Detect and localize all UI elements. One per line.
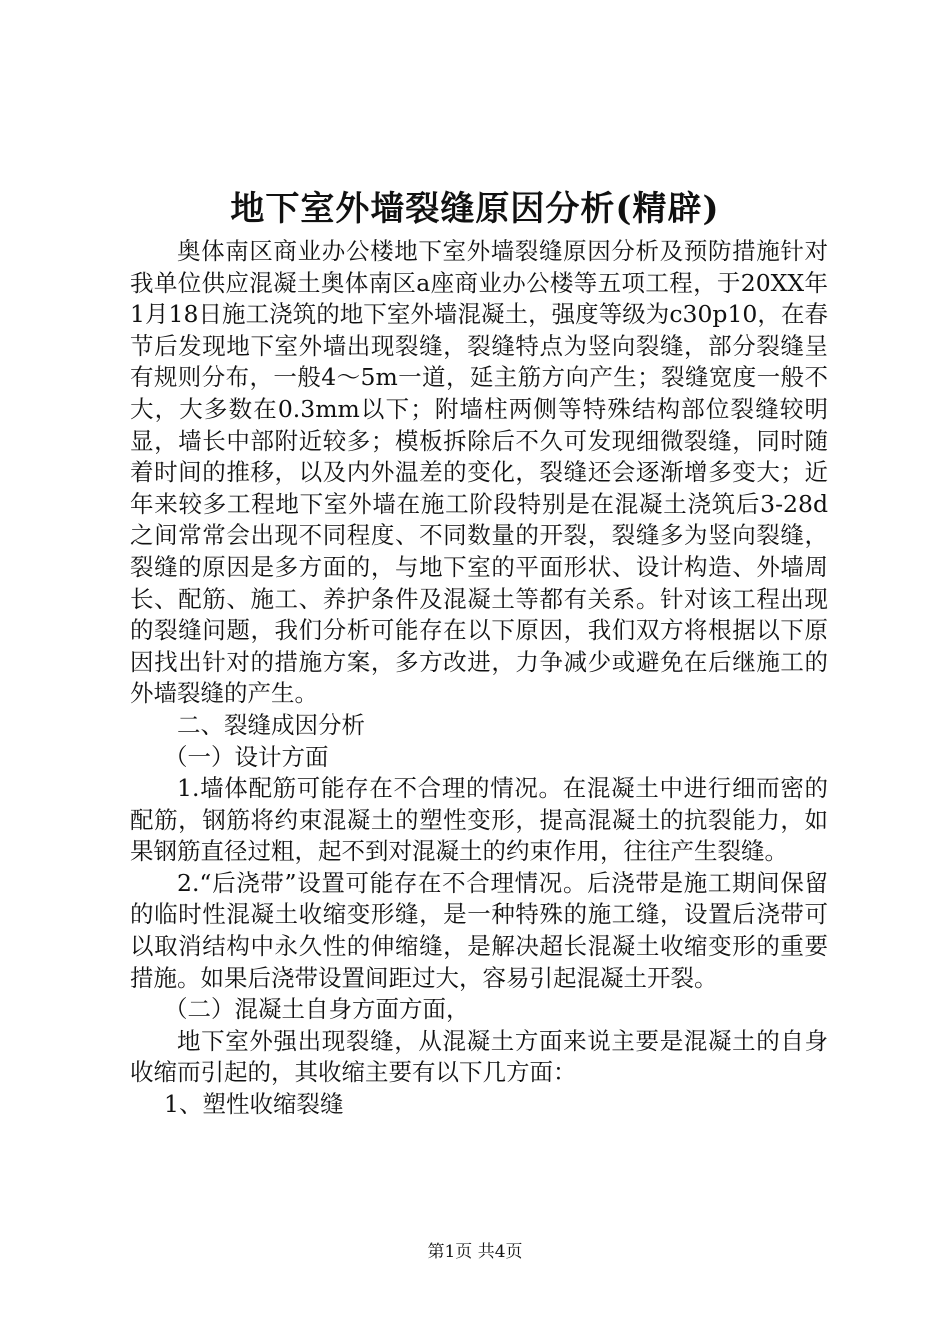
- design-post-pour-strip-paragraph: 2.“后浇带”设置可能存在不合理情况。后浇带是施工期间保留的临时性混凝土收缩变形缝，是一种特殊的施工缝，设置后浇带可以取消结构中永久性的伸缩缝，是解决超长混凝土收缩变形的重要措施。如果后浇带设置间距过大，容易引起混凝土开裂。: [130, 868, 828, 992]
- subsection-heading-design: （一）设计方面: [164, 742, 329, 771]
- subsection-heading-concrete: （二）混凝土自身方面方面，: [164, 995, 470, 1024]
- document-title: 地下室外墙裂缝原因分析(精辟): [230, 189, 720, 229]
- page-footer: 第1页 共4页: [427, 1242, 523, 1262]
- design-reinforcement-paragraph: 1.墙体配筋可能存在不合理的情况。在混凝土中进行细而密的配筋，钢筋将约束混凝土的塑性变形，提高混凝土的抗裂能力，如果钢筋直径过粗，起不到对混凝土的约束作用，往往产生裂缝。: [130, 774, 828, 866]
- concrete-shrinkage-paragraph: 地下室外强出现裂缝，从混凝土方面来说主要是混凝土的自身收缩而引起的，其收缩主要有以下几方面：: [130, 1026, 828, 1087]
- section-heading-crack-causes: 二、裂缝成因分析: [177, 710, 365, 739]
- document-body: [130, 236, 828, 1121]
- intro-paragraph: 奥体南区商业办公楼地下室外墙裂缝原因分析及预防措施针对我单位供应混凝土奥体南区a座商业办公楼等五项工程，于20XX年1月18日施工浇筑的地下室外墙混凝土，强度等级为c30p10，在春节后发现地下室外墙出现裂缝，裂缝特点为竖向裂缝，部分裂缝呈有规则分布，一般4～5m一道，延主筋方向产生；裂缝宽度一般不大，大多数在0.3mm以下；附墙柱两侧等特殊结构部位裂缝较明显，墙长中部附近较多；模板拆除后不久可发现细微裂缝，同时随着时间的推移，以及内外温差的变化，裂缝还会逐渐增多变大；近年来较多工程地下室外墙在施工阶段特别是在混凝土浇筑后3-28d之间常常会出现不同程度、不同数量的开裂，裂缝多为竖向裂缝，裂缝的原因是多方面的，与地下室的平面形状、设计构造、外墙周长、配筋、施工、养护条件及混凝土等都有关系。针对该工程出现的裂缝问题，我们分析可能存在以下原因，我们双方将根据以下原因找出针对的措施方案，多方改进，力争减少或避免在后继施工的外墙裂缝的产生。: [130, 237, 828, 708]
- item-heading-plastic-shrinkage: 1、塑性收缩裂缝: [164, 1090, 344, 1119]
